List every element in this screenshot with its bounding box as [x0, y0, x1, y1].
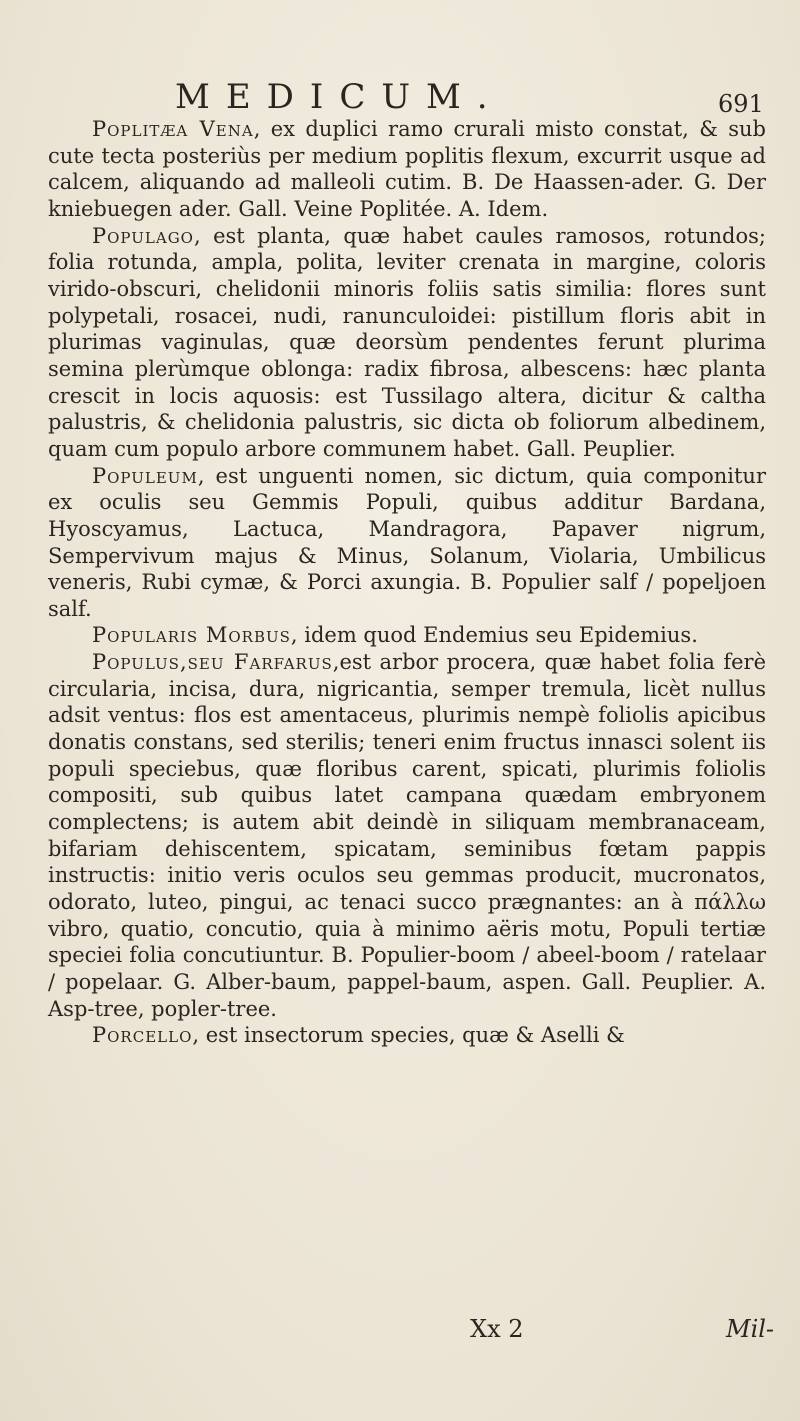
entry-headword: Popularis Morbus: [92, 623, 291, 648]
entry-popularis-morbus: [48, 622, 766, 649]
entry-text: , est planta, quæ habet caules ramosos, rotundos; folia rotunda, ampla, polita, leviter crenata in margine, coloris virido-obscuri, chelidonii minoris foliis satis similia: flores sunt polypetali, rosacei, nudi, ranunculoidei: pistillum floris abit in plurimas vaginulas, quæ deorsùm pendentes ferunt plurima semina plerùmque oblonga: radix fibrosa, albescens: hæc planta crescit in locis aquosis: est Tussilago altera, dicitur & caltha palustris, & chelidonia palustris, sic dicta ob foliorum albedinem, quam cum populo arbore communem habet. Gall. Peuplier.: [48, 223, 766, 461]
page-number: 691: [718, 90, 764, 118]
page-header: [0, 60, 800, 120]
entry-text: , est insectorum species, quæ & Aselli &: [192, 1023, 625, 1048]
catchword: Mil-: [726, 1315, 775, 1343]
running-head: MEDICUM.: [175, 77, 504, 117]
entry-populago: [48, 223, 766, 463]
entry-headword: Populago: [92, 223, 194, 248]
entry-headword: Poplitæa Vena: [92, 117, 254, 141]
entry-headword: Porcello: [92, 1023, 193, 1048]
entry-headword: Populus,seu Farfarus: [92, 650, 333, 675]
entry-populeum: [48, 463, 766, 623]
entry-text: ,est arbor procera, quæ habet folia ferè circularia, incisa, dura, nigricantia, semper tremula, licèt nullus adsit ventus: flos est amentaceus, plurimis nempè foliolis apicibus donatis constans, sed sterilis; teneri enim fructus innasci solent iis populi speciebus, quæ floribus carent, spicati, plurimis foliolis compositi, sub quibus latet campana quædam embryonem complectens; is autem abit deindè in siliquam membranaceam, bifariam dehiscentem, spicatam, seminibus fœtam pappis instructis: initio veris oculos seu gemmas producit, mucronatos, odorato, luteo, pingui, ac tenaci succo prægnantes: an à πάλλω vibro, quatio, concutio, quia à minimo aëris motu, Populi tertiæ speciei folia concutiuntur. B. Populier-boom / abeel-boom / ratelaar / popelaar. G. Alber-baum, pappel-baum, aspen. Gall. Peuplier. A. Asp-tree, popler-tree.: [48, 650, 766, 1021]
entry-porcello: [48, 1022, 766, 1049]
entry-text: , idem quod Endemius seu Epidemius.: [290, 623, 698, 648]
entry-populus: [48, 649, 766, 1022]
signature-mark: Xx 2: [470, 1315, 524, 1343]
dictionary-body: [48, 116, 766, 1049]
entry-text: , ex duplici ramo crurali misto constat, & sub cute tecta posteriùs per medium poplitis flexum, excurrit usque ad calcem, aliquando ad malleoli cutim. B. De Haassen-ader. G. Der kniebuegen ader. Gall. Veine Poplitée. A. Idem.: [48, 117, 766, 221]
entry-headword: Populeum: [92, 463, 198, 488]
entry-poplitaea-vena: [48, 116, 766, 223]
entry-text: , est unguenti nomen, sic dictum, quia componitur ex oculis seu Gemmis Populi, quibus additur Bardana, Hyoscyamus, Lactuca, Mandragora, Papaver nigrum, Sempervivum majus & Minus, Solanum, Violaria, Umbilicus veneris, Rubi cymæ, & Porci axungia. B. Populier salf / popeljoen salf.: [48, 463, 766, 621]
page-footer: [0, 1315, 800, 1355]
